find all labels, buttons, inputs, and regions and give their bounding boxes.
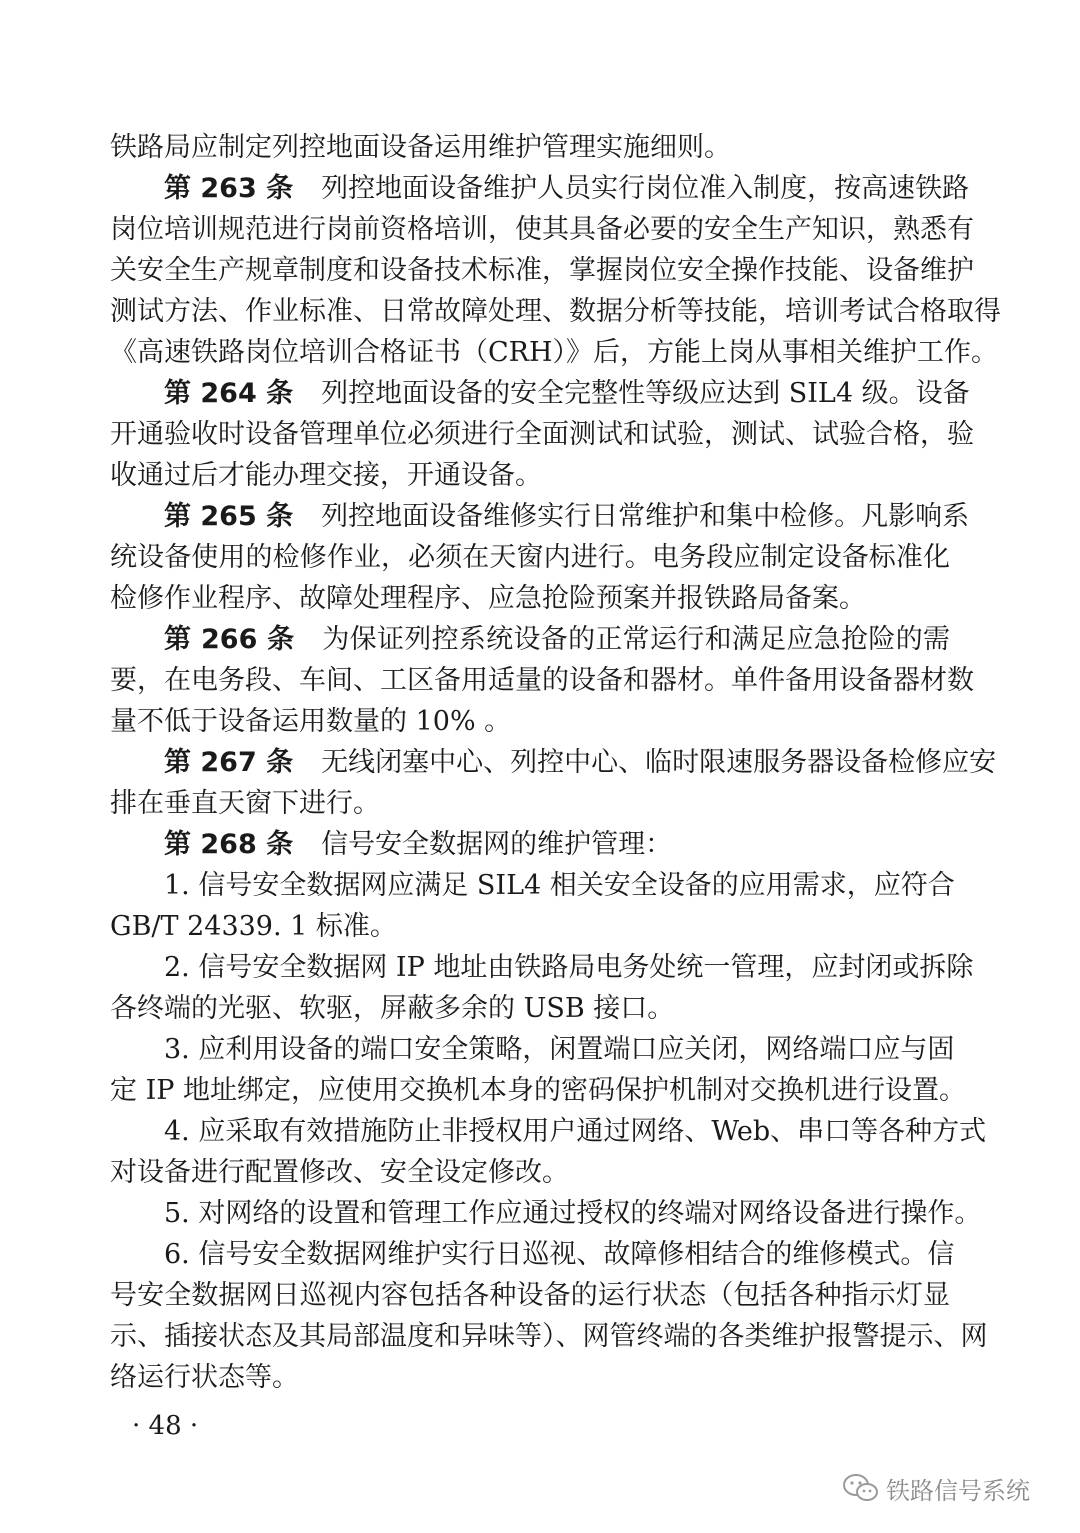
article-number: 第 266 条 [164, 624, 295, 655]
line-text: 列控地面设备的安全完整性等级应达到 SIL4 级。设备 [321, 378, 970, 409]
text-line [110, 497, 970, 537]
line-text: 开通验收时设备管理单位必须进行全面测试和试验，测试、试验合格，验 [110, 419, 974, 450]
line-text: 3. 应利用设备的端口安全策略，闲置端口应关闭，网络端口应与固 [164, 1034, 955, 1065]
article-number: 第 268 条 [164, 829, 294, 860]
line-text: 测试方法、作业标准、日常故障处理、数据分析等技能，培训考试合格取得 [110, 296, 1001, 327]
text-line [110, 1112, 987, 1152]
wechat-icon [842, 1473, 880, 1503]
line-text: 络运行状态等。 [110, 1362, 299, 1393]
text-line [110, 743, 997, 783]
line-text: 2. 信号安全数据网 IP 地址由铁路局电务处统一管理，应封闭或拆除 [164, 952, 974, 983]
text-line [110, 128, 731, 168]
line-text: 收通过后才能办理交接，开通设备。 [110, 460, 542, 491]
text-line [110, 1235, 955, 1275]
line-text: 列控地面设备维修实行日常维护和集中检修。凡影响系 [321, 501, 970, 532]
line-text: 《高速铁路岗位培训合格证书（CRH）》后，方能上岗从事相关维护工作。 [110, 337, 999, 368]
text-line [110, 1317, 988, 1357]
text-line [110, 538, 950, 578]
text-line [110, 907, 397, 947]
line-text: 排在垂直天窗下进行。 [110, 788, 380, 819]
text-line [110, 456, 542, 496]
text-line [110, 374, 970, 414]
text-line [110, 1194, 981, 1234]
watermark [842, 1466, 1030, 1510]
line-text: 号安全数据网日巡视内容包括各种设备的运行状态（包括各种指示灯显 [110, 1280, 950, 1311]
line-text: 4. 应采取有效措施防止非授权用户通过网络、Web、串口等各种方式 [164, 1116, 987, 1147]
text-line [110, 1030, 955, 1070]
line-text: 要，在电务段、车间、工区备用适量的设备和器材。单件备用设备器材数 [110, 665, 974, 696]
text-line [110, 1358, 299, 1398]
line-text: GB/T 24339. 1 标准。 [110, 911, 397, 942]
line-text: 对设备进行配置修改、安全设定修改。 [110, 1157, 569, 1188]
line-text: 6. 信号安全数据网维护实行日巡视、故障修相结合的维修模式。信 [164, 1239, 955, 1270]
line-text: 关安全生产规章制度和设备技术标准，掌握岗位安全操作技能、设备维护 [110, 255, 974, 286]
text-line [110, 784, 380, 824]
line-text: 为保证列控系统设备的正常运行和满足应急抢险的需 [322, 624, 950, 655]
text-line [110, 1153, 569, 1193]
line-text: 量不低于设备运用数量的 10% 。 [110, 706, 512, 737]
article-number: 第 267 条 [164, 747, 294, 778]
text-line [110, 620, 950, 660]
line-text: 列控地面设备维护人员实行岗位准入制度，按高速铁路 [321, 173, 970, 204]
line-text: 信号安全数据网的维护管理： [321, 829, 673, 860]
line-text: 无线闭塞中心、列控中心、临时限速服务器设备检修应安 [321, 747, 997, 778]
text-line [110, 251, 974, 291]
line-text: 定 IP 地址绑定，应使用交换机本身的密码保护机制对交换机进行设置。 [110, 1075, 966, 1106]
text-line [110, 866, 955, 906]
text-line [110, 661, 974, 701]
line-text: 示、插接状态及其局部温度和异味等）、网管终端的各类维护报警提示、网 [110, 1321, 988, 1352]
line-text: 铁路局应制定列控地面设备运用维护管理实施细则。 [110, 132, 731, 163]
article-number: 第 264 条 [164, 378, 294, 409]
line-text: 各终端的光驱、软驱，屏蔽多余的 USB 接口。 [110, 993, 675, 1024]
text-line [110, 333, 998, 373]
text-line [110, 210, 974, 250]
text-line [110, 292, 1001, 332]
text-line [110, 415, 974, 455]
text-line [110, 948, 974, 988]
text-line [110, 825, 672, 865]
text-line [110, 579, 866, 619]
page-number: · 48 · [132, 1411, 199, 1441]
line-text: 统设备使用的检修作业，必须在天窗内进行。电务段应制定设备标准化 [110, 542, 950, 573]
line-text: 检修作业程序、故障处理程序、应急抢险预案并报铁路局备案。 [110, 583, 866, 614]
text-line [110, 989, 674, 1029]
text-line [110, 702, 511, 742]
line-text: 岗位培训规范进行岗前资格培训，使其具备必要的安全生产知识，熟悉有 [110, 214, 974, 245]
line-text: 5. 对网络的设置和管理工作应通过授权的终端对网络设备进行操作。 [164, 1198, 982, 1229]
article-number: 第 263 条 [164, 173, 294, 204]
text-line [110, 1071, 966, 1111]
watermark-text: 铁路信号系统 [886, 1476, 1030, 1505]
text-line [110, 169, 970, 209]
line-text: 1. 信号安全数据网应满足 SIL4 相关安全设备的应用需求，应符合 [164, 870, 955, 901]
text-line [110, 1276, 950, 1316]
article-number: 第 265 条 [164, 501, 294, 532]
